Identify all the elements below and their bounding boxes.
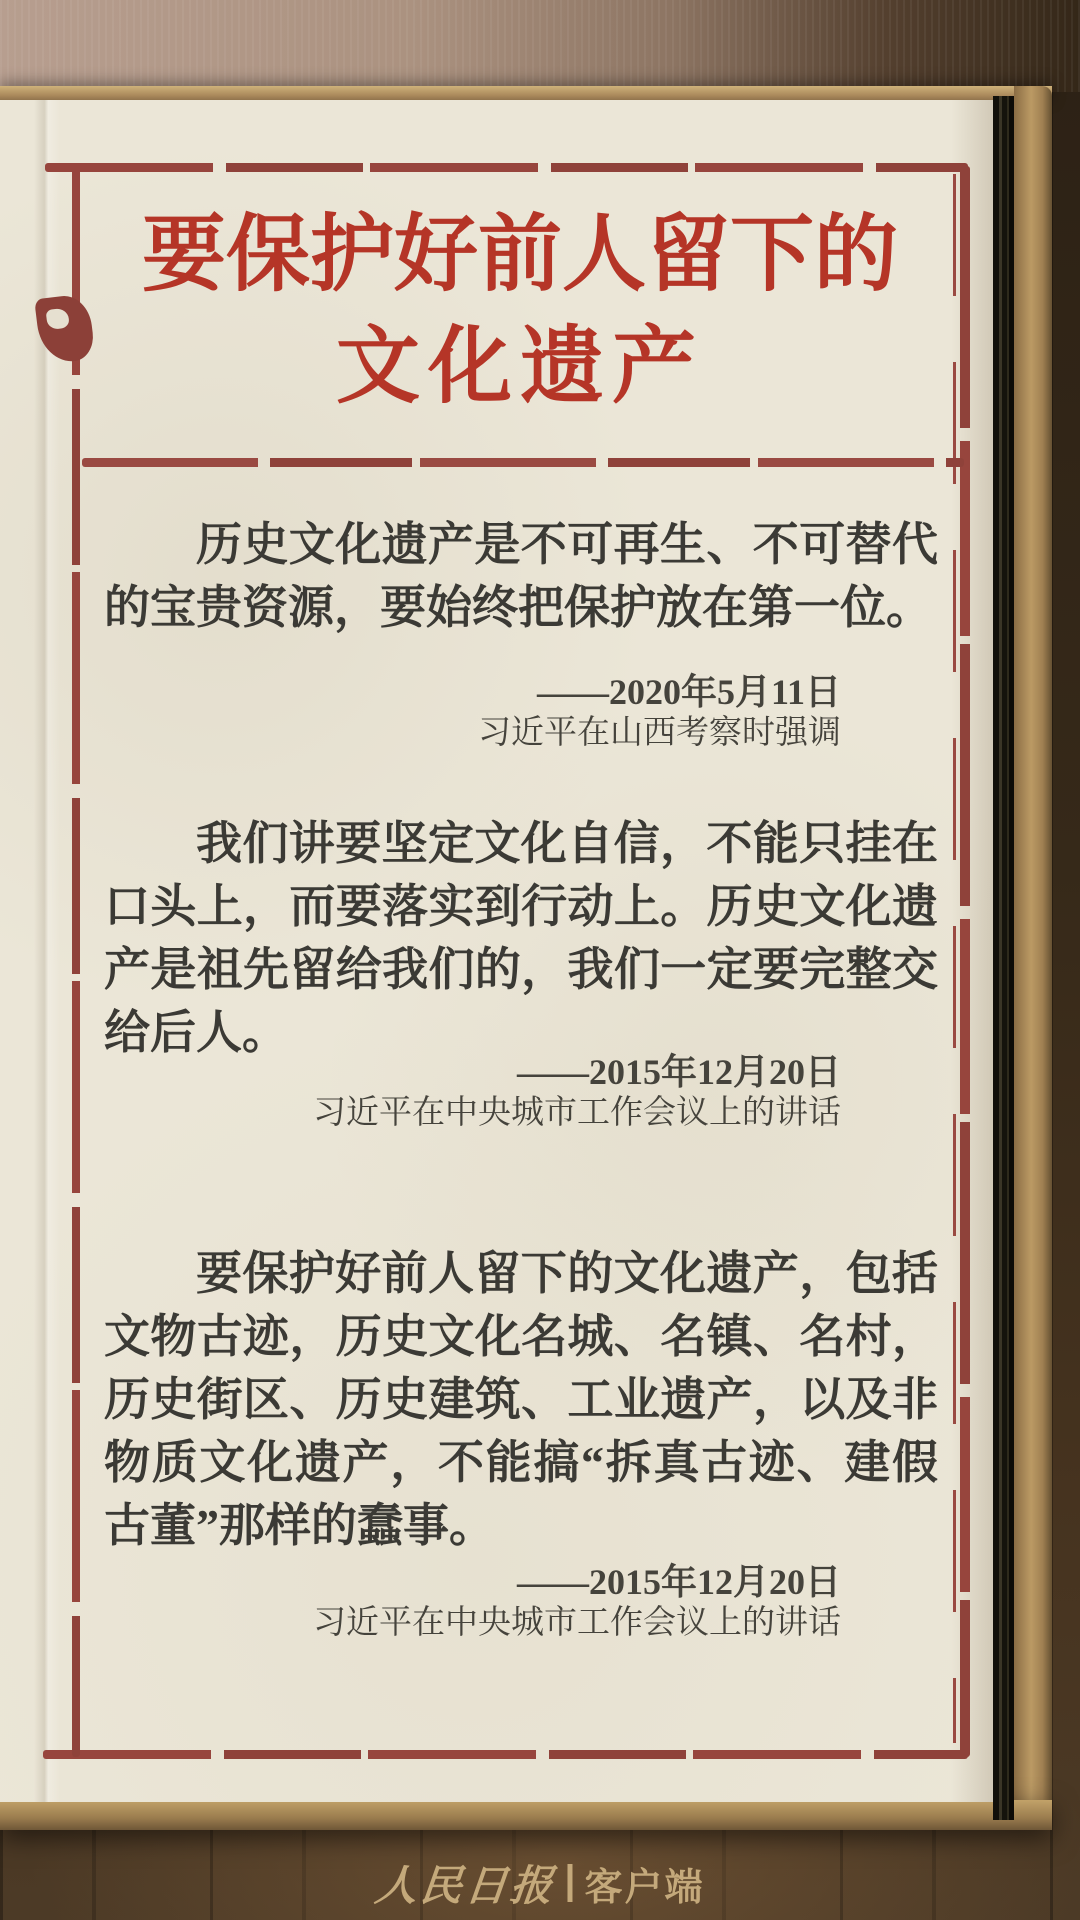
- page-title-line2: 文化遗产: [335, 321, 704, 414]
- frame-border-top: [45, 163, 968, 172]
- quote-source: 习近平在山西考察时强调: [478, 715, 841, 751]
- quote-date: ——2020年5月11日: [536, 672, 841, 712]
- page-title: [75, 200, 965, 424]
- quote-text: 历史文化遗产是不可再生、不可替代的宝贵资源，要始终把保护放在第一位。: [104, 519, 938, 633]
- book-page-stack-edge: [993, 96, 1014, 1820]
- quote-text: 我们讲要坚定文化自信，不能只挂在口头上，而要落实到行动上。历史文化遗产是祖先留给我们的，我们一定要完整交给后人。: [104, 818, 938, 1058]
- brand-script-text: 人民日报: [372, 1864, 558, 1910]
- wood-background-top: [0, 0, 1080, 92]
- quote-source: 习近平在中央城市工作会议上的讲话: [313, 1605, 841, 1641]
- people-daily-brand-logo: [372, 1853, 705, 1913]
- quote-text: 要保护好前人留下的文化遗产，包括文物古迹，历史文化名城、名镇、名村，历史街区、历史建筑、工业遗产，以及非物质文化遗产，不能搞“拆真古迹、建假古董”那样的蠢事。: [104, 1248, 938, 1551]
- book-cover-bottom-edge: [0, 1800, 1052, 1830]
- brand-suffix-text: 客户端: [584, 1866, 705, 1909]
- quote-date: ——2015年12月20日: [516, 1562, 841, 1602]
- book-page: [0, 100, 993, 1802]
- title-divider-rule: [82, 458, 964, 467]
- brand-separator-bar: [568, 1864, 573, 1902]
- quote-date: ——2015年12月20日: [516, 1052, 841, 1092]
- quote-attribution: [313, 1562, 841, 1642]
- quote-source: 习近平在中央城市工作会议上的讲话: [313, 1095, 841, 1131]
- quote-attribution: [313, 1052, 841, 1132]
- page-title-line1: 要保护好前人留下的: [141, 209, 898, 302]
- quote-attribution: [478, 672, 841, 752]
- book-cover-right-edge: [1014, 86, 1052, 1830]
- frame-border-bottom: [43, 1750, 968, 1759]
